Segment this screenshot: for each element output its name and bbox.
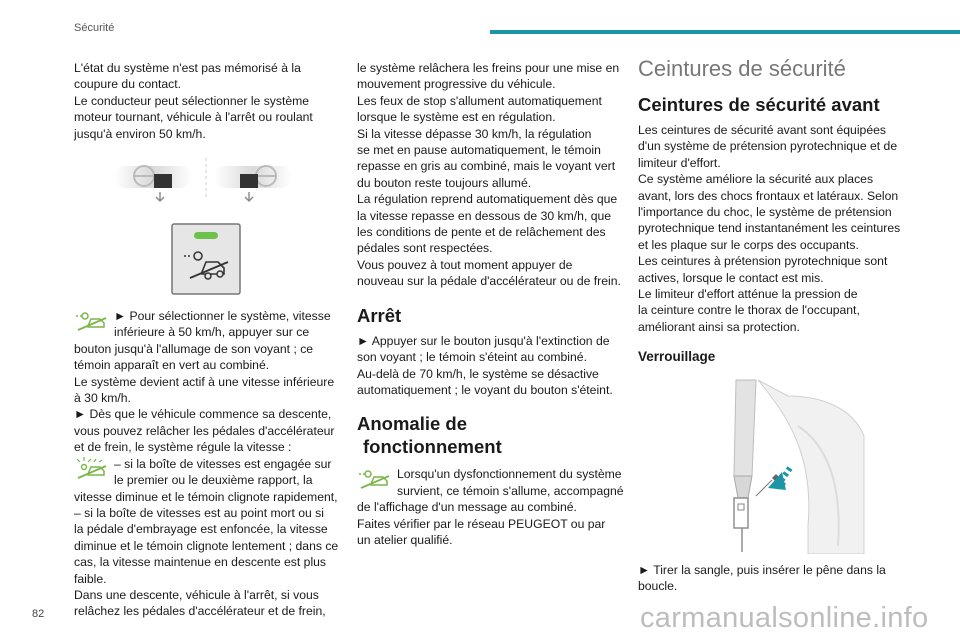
text-line: la pédale d'embrayage est enfoncée, la vitesse (74, 522, 328, 537)
front-belts-text (638, 122, 900, 335)
seatbelt-illustration (638, 376, 900, 554)
text-line: Dans une descente, véhicule à l'arrêt, si vous (74, 587, 319, 602)
text-line: et les plaque sur le corps des occupants. (638, 237, 859, 252)
text-line: La régulation reprend automatiquement dès que (357, 192, 618, 207)
column-2 (357, 60, 624, 548)
text-line: diminue et le témoin clignote lentement ; dans ce (74, 538, 339, 553)
stop-text (357, 333, 621, 399)
text-line: Les ceintures de sécurité avant sont équipées (638, 123, 886, 137)
text-line: cas, la vitesse maintenue en descente est plus (74, 555, 327, 570)
text-line: Lorsqu'un dysfonctionnement du système (397, 467, 622, 482)
heading-line: Anomalie de (357, 413, 467, 435)
text-line: la vitesse repasse en dessous de 30 km/h, que (357, 208, 612, 223)
text-line: pyrotechnique tend instantanément les ceintures (638, 221, 901, 236)
text-line: la ceinture contre le thorax de l'occupant, (638, 303, 860, 318)
step2-block (74, 456, 342, 489)
text-line: repasse en gris au combiné, mais le voyant vert (357, 159, 616, 174)
heading-line: fonctionnement (363, 436, 502, 458)
col2-continued-text (357, 60, 621, 290)
text-line: ► Dès que le véhicule commence sa descente, (74, 407, 332, 422)
text-line: vous pouvez relâcher les pédales d'accélérateur (74, 423, 335, 438)
text-line: du bouton reste toujours allumé. (357, 175, 532, 190)
text-line: ► Appuyer sur le bouton jusqu'à l'extinction de (357, 333, 610, 348)
text-line: Les feux de stop s'allument automatiquement (357, 93, 602, 108)
hill-descent-indicator-icon (74, 308, 108, 332)
text-line: améliorant ainsi sa protection. (638, 319, 800, 334)
text-line: les conditions de pente et de relâchement des (357, 225, 606, 240)
text-line: ► Pour sélectionner le système, vitesse (114, 309, 331, 324)
steering-wheel-illustration (74, 154, 342, 214)
text-line: le premier ou le deuxième rapport, la (114, 473, 313, 488)
text-line: nouveau sur la pédale d'accélérateur ou de frein. (357, 274, 621, 289)
step1-block (74, 308, 342, 341)
text-line: – si la boîte de vitesses est au point mort ou si (74, 505, 324, 520)
text-line: d'un système de prétension pyrotechnique et de (638, 139, 898, 154)
section-heading-fault (357, 412, 621, 458)
text-line: Le conducteur peut sélectionner le système (74, 93, 310, 108)
text-line: bouton jusqu'à l'allumage de son voyant ; ce (74, 341, 314, 356)
section-heading-stop: Arrêt (357, 304, 402, 326)
text-line: Le limiteur d'effort atténue la pression de (638, 287, 858, 302)
text-line: de l'affichage d'un message au combiné. (357, 500, 577, 515)
text-line: Si la vitesse dépasse 30 km/h, la régulation (357, 126, 592, 141)
chapter-heading: Ceintures de sécurité (638, 56, 846, 81)
text-line: moteur tournant, véhicule à l'arrêt ou roulant (74, 110, 313, 125)
seatbelt-buckle-icon (638, 376, 900, 554)
text-line: coupure du contact. (74, 77, 182, 92)
step1-text (74, 341, 342, 456)
text-line: automatiquement ; le voyant du bouton s'éteint. (357, 382, 613, 397)
text-line: à 30 km/h. (74, 391, 131, 406)
text-line: Faites vérifier par le réseau PEUGEOT ou par (357, 516, 606, 531)
col1-intro (74, 60, 342, 142)
hill-descent-fault-indicator-icon (357, 466, 391, 490)
text-line: limiteur d'effort. (638, 155, 721, 170)
text-line: boucle. (638, 579, 678, 594)
section-heading-locking: Verrouillage (638, 349, 716, 365)
text-line: mouvement progressive du véhicule. (357, 77, 556, 92)
text-line: Ce système améliore la sécurité aux places (638, 172, 874, 187)
text-line: l'importance du choc, le système de prétension (638, 205, 892, 220)
text-line: pédales sont respectées. (357, 241, 493, 256)
header-section-title: Sécurité (74, 22, 115, 34)
text-line: inférieure à 50 km/h, appuyer sur ce (114, 325, 310, 340)
text-line: Au-delà de 70 km/h, le système se désactive (357, 366, 599, 381)
steering-wheel-icon (74, 154, 342, 214)
hill-descent-button-icon (74, 222, 342, 298)
text-line: et de frein, le système régule la vitesse : (74, 440, 292, 455)
text-line: actives, lorsque le contact est mis. (638, 270, 824, 285)
text-line: relâchez les pédales d'accélérateur et de frein, (74, 604, 326, 619)
text-line: le système relâchera les freins pour une mise en (357, 61, 620, 75)
fault-block (357, 466, 624, 499)
text-line: vitesse diminue et le témoin clignote rapidement, (74, 489, 338, 504)
column-3 (638, 55, 900, 595)
page-number: 82 (32, 608, 45, 620)
text-line: ► Tirer la sangle, puis insérer le pêne dans la (638, 562, 886, 577)
text-line: témoin apparaît en vert au combiné. (74, 358, 270, 373)
hill-descent-flashing-indicator-icon (74, 456, 108, 480)
text-line: L'état du système n'est pas mémorisé à la (74, 61, 301, 75)
text-line: survient, ce témoin s'allume, accompagné (397, 483, 624, 498)
text-line: Le système devient actif à une vitesse inférieure (74, 374, 335, 389)
locking-text (638, 562, 900, 595)
section-heading-front-belts: Ceintures de sécurité avant (638, 94, 880, 115)
header-accent-bar (490, 30, 960, 34)
watermark: carmanualsonline.info (640, 602, 929, 634)
step2-text (74, 489, 342, 620)
column-1 (74, 60, 342, 620)
text-line: Vous pouvez à tout moment appuyer de (357, 257, 573, 272)
hill-descent-button-illustration (74, 222, 342, 298)
text-line: – si la boîte de vitesses est engagée sur (114, 456, 332, 471)
text-line: un atelier qualifié. (357, 532, 453, 547)
text-line: son voyant ; le témoin s'éteint au combiné. (357, 350, 587, 365)
fault-text (357, 499, 621, 548)
text-line: avant, lors des chocs frontaux et latéraux. Selon (638, 188, 899, 203)
text-line: se met en pause automatiquement, le témoin (357, 143, 601, 158)
text-line: lorsque le système est en régulation. (357, 110, 556, 125)
text-line: Les ceintures à prétension pyrotechnique sont (638, 254, 888, 269)
text-line: jusqu'à environ 50 km/h. (74, 126, 206, 141)
text-line: faible. (74, 571, 107, 586)
